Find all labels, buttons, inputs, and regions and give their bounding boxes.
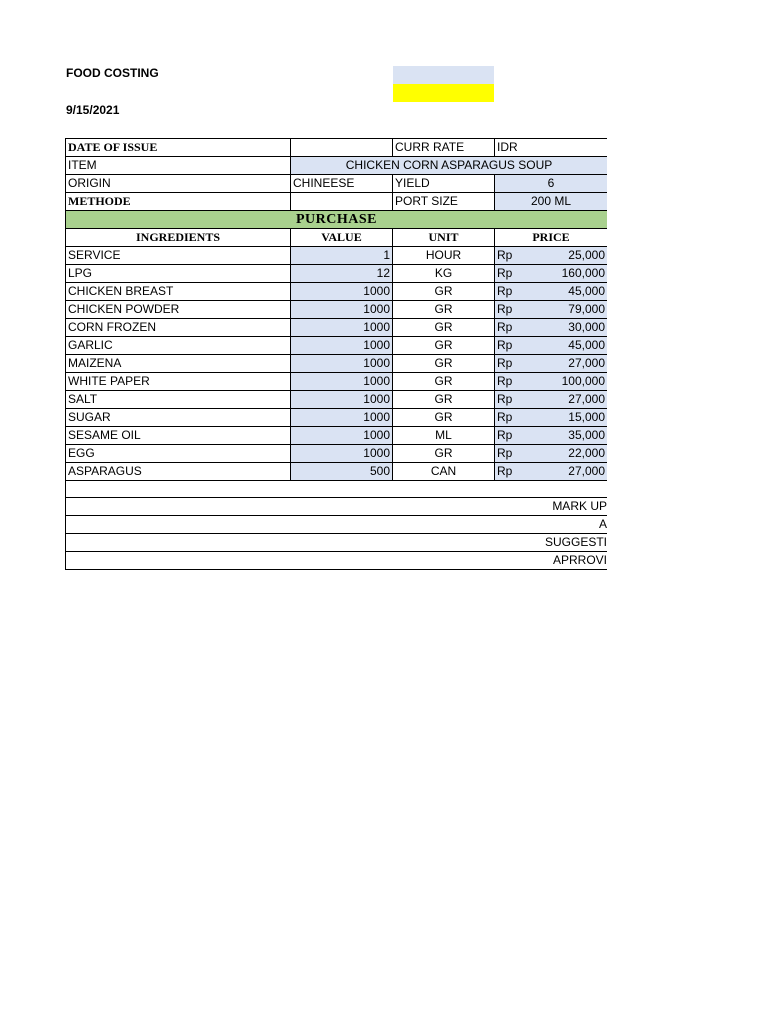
table-row [66, 265, 608, 283]
price-amount: 27,000 [568, 356, 605, 370]
yield-value[interactable]: 6 [495, 175, 608, 193]
currency-label: Rp [497, 428, 513, 442]
methode-value[interactable] [291, 193, 393, 211]
row-mark-up [66, 498, 608, 516]
ingredient-name[interactable]: GARLIC [66, 337, 291, 355]
ingredient-name[interactable]: WHITE PAPER [66, 373, 291, 391]
price-amount: 79,000 [568, 302, 605, 316]
ingredient-name[interactable]: ASPARAGUS [66, 463, 291, 481]
price-amount: 25,000 [568, 248, 605, 262]
ingredient-name[interactable]: SUGAR [66, 409, 291, 427]
port-size-value[interactable]: 200 ML [495, 193, 608, 211]
ingredient-price[interactable] [495, 247, 608, 265]
yellow-highlight-cell[interactable] [393, 84, 494, 102]
price-amount: 45,000 [568, 338, 605, 352]
ingredient-unit[interactable]: GR [393, 283, 495, 301]
price-amount: 100,000 [561, 374, 605, 388]
row-footer-2 [66, 516, 608, 534]
port-size-label[interactable]: PORT SIZE [393, 193, 495, 211]
table-row [66, 337, 608, 355]
ingredient-unit[interactable]: GR [393, 301, 495, 319]
methode-label[interactable]: METHODE [66, 193, 291, 211]
food-costing-table-region [65, 138, 607, 580]
table-row [66, 283, 608, 301]
row-date-of-issue [66, 139, 608, 157]
ingredient-price[interactable] [495, 301, 608, 319]
currency-label: Rp [497, 266, 513, 280]
ingredient-name[interactable]: SERVICE [66, 247, 291, 265]
ingredient-price[interactable] [495, 445, 608, 463]
ingredient-unit[interactable]: GR [393, 373, 495, 391]
food-costing-table [65, 138, 607, 570]
row-item [66, 157, 608, 175]
curr-rate-label[interactable]: CURR RATE [393, 139, 495, 157]
ingredient-unit[interactable]: GR [393, 445, 495, 463]
currency-label: Rp [497, 464, 513, 478]
ingredient-unit[interactable]: GR [393, 355, 495, 373]
sheet-date: 9/15/2021 [66, 103, 120, 117]
price-amount: 35,000 [568, 428, 605, 442]
ingredient-unit[interactable]: ML [393, 427, 495, 445]
ingredient-value[interactable]: 1000 [291, 373, 393, 391]
currency-label: Rp [497, 374, 513, 388]
ingredient-value[interactable]: 1000 [291, 409, 393, 427]
ingredient-unit[interactable]: GR [393, 319, 495, 337]
ingredient-name[interactable]: SALT [66, 391, 291, 409]
ingredient-price[interactable] [495, 355, 608, 373]
table-row [66, 463, 608, 481]
row-methode [66, 193, 608, 211]
table-row [66, 373, 608, 391]
ingredient-value[interactable]: 1000 [291, 427, 393, 445]
price-amount: 15,000 [568, 410, 605, 424]
column-header-ingredients[interactable]: INGREDIENTS [66, 229, 291, 247]
ingredient-value[interactable]: 1000 [291, 445, 393, 463]
table-row [66, 355, 608, 373]
column-header-value[interactable]: VALUE [291, 229, 393, 247]
ingredient-value[interactable]: 1000 [291, 391, 393, 409]
approve-label[interactable]: APRROVI [66, 552, 608, 570]
row-column-headers [66, 229, 608, 247]
ingredient-name[interactable]: EGG [66, 445, 291, 463]
price-amount: 22,000 [568, 446, 605, 460]
table-row [66, 409, 608, 427]
currency-label: Rp [497, 392, 513, 406]
row-approve [66, 552, 608, 570]
ingredient-price[interactable] [495, 427, 608, 445]
ingredient-value[interactable]: 1 [291, 247, 393, 265]
currency-label: Rp [497, 446, 513, 460]
currency-label: Rp [497, 302, 513, 316]
footer-cell-2[interactable]: A [66, 516, 608, 534]
ingredient-unit[interactable]: KG [393, 265, 495, 283]
ingredient-value[interactable]: 1000 [291, 319, 393, 337]
table-row [66, 427, 608, 445]
empty-cell[interactable] [66, 481, 608, 498]
price-amount: 27,000 [568, 392, 605, 406]
column-header-price[interactable]: PRICE [495, 229, 608, 247]
ingredient-name[interactable]: CHICKEN BREAST [66, 283, 291, 301]
currency-label: Rp [497, 248, 513, 262]
ingredient-price[interactable] [495, 283, 608, 301]
purchase-section-header[interactable]: PURCHASE [66, 211, 608, 229]
ingredient-value[interactable]: 1000 [291, 337, 393, 355]
item-value[interactable]: CHICKEN CORN ASPARAGUS SOUP [291, 157, 608, 175]
price-amount: 45,000 [568, 284, 605, 298]
ingredient-price[interactable] [495, 391, 608, 409]
blue-highlight-cell[interactable] [393, 66, 494, 84]
ingredient-name[interactable]: SESAME OIL [66, 427, 291, 445]
origin-value[interactable]: CHINEESE [291, 175, 393, 193]
row-suggest [66, 534, 608, 552]
suggest-label[interactable]: SUGGESTI [66, 534, 608, 552]
price-amount: 27,000 [568, 464, 605, 478]
date-of-issue-value[interactable] [291, 139, 393, 157]
ingredient-name[interactable]: CHICKEN POWDER [66, 301, 291, 319]
table-row [66, 445, 608, 463]
ingredient-unit[interactable]: GR [393, 337, 495, 355]
currency-label: Rp [497, 356, 513, 370]
ingredient-unit[interactable]: GR [393, 409, 495, 427]
ingredient-name[interactable]: LPG [66, 265, 291, 283]
curr-rate-value[interactable]: IDR [495, 139, 608, 157]
ingredient-price[interactable] [495, 265, 608, 283]
price-amount: 160,000 [561, 266, 605, 280]
row-purchase-section [66, 211, 608, 229]
ingredient-price[interactable] [495, 463, 608, 481]
row-origin [66, 175, 608, 193]
ingredient-value[interactable]: 1000 [291, 301, 393, 319]
table-row [66, 319, 608, 337]
item-label[interactable]: ITEM [66, 157, 291, 175]
column-header-unit[interactable]: UNIT [393, 229, 495, 247]
table-row [66, 247, 608, 265]
ingredient-value[interactable]: 1000 [291, 355, 393, 373]
currency-label: Rp [497, 410, 513, 424]
ingredient-price[interactable] [495, 409, 608, 427]
yield-label[interactable]: YIELD [393, 175, 495, 193]
table-row [66, 391, 608, 409]
ingredient-price[interactable] [495, 319, 608, 337]
ingredient-name[interactable]: CORN FROZEN [66, 319, 291, 337]
mark-up-label[interactable]: MARK UP [66, 498, 608, 516]
date-of-issue-label[interactable]: DATE OF ISSUE [66, 139, 291, 157]
ingredient-value[interactable]: 1000 [291, 283, 393, 301]
ingredient-value[interactable]: 500 [291, 463, 393, 481]
currency-label: Rp [497, 338, 513, 352]
row-spacer [66, 481, 608, 498]
ingredient-price[interactable] [495, 337, 608, 355]
ingredient-price[interactable] [495, 373, 608, 391]
currency-label: Rp [497, 284, 513, 298]
table-row [66, 301, 608, 319]
ingredient-unit[interactable]: CAN [393, 463, 495, 481]
ingredient-name[interactable]: MAIZENA [66, 355, 291, 373]
sheet-title: FOOD COSTING [66, 66, 159, 80]
currency-label: Rp [497, 320, 513, 334]
origin-label[interactable]: ORIGIN [66, 175, 291, 193]
ingredient-unit[interactable]: GR [393, 391, 495, 409]
ingredient-value[interactable]: 12 [291, 265, 393, 283]
ingredient-unit[interactable]: HOUR [393, 247, 495, 265]
price-amount: 30,000 [568, 320, 605, 334]
